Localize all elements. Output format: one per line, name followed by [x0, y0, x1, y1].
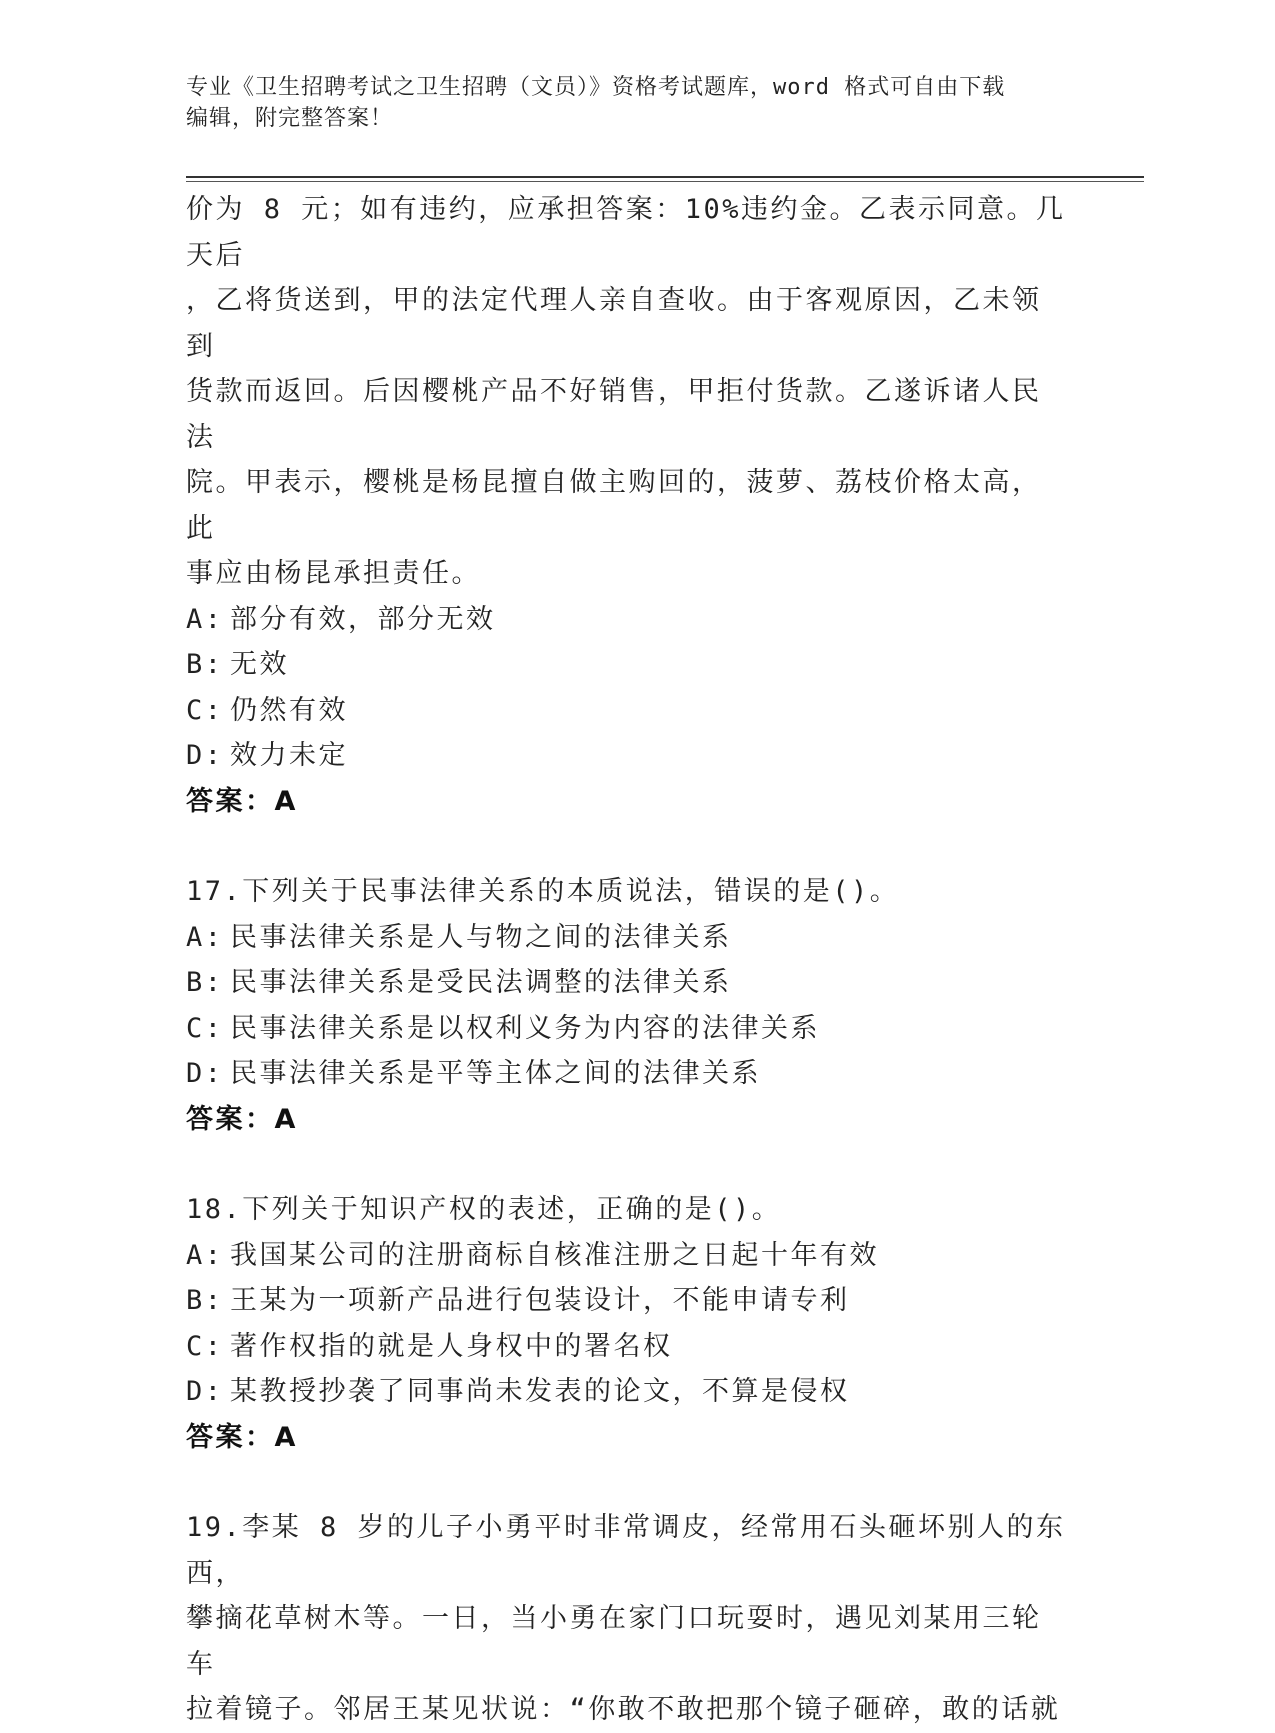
- option-a: [186, 1233, 1066, 1279]
- question-16: [186, 187, 1066, 824]
- option-text: 民事法律关系是以权利义务为内容的法律关系: [230, 1012, 820, 1044]
- option-text: 仍然有效: [230, 694, 348, 726]
- question-16-stem-line: 事应由杨昆承担责任。: [186, 558, 481, 589]
- option-letter: D:: [186, 740, 224, 771]
- option-letter: A:: [186, 1239, 224, 1271]
- question-17: [186, 869, 1066, 1142]
- option-c: [186, 1324, 1066, 1370]
- option-text: 无效: [230, 649, 289, 680]
- question-18-stem: 18.下列关于知识产权的表述，正确的是()。: [186, 1194, 782, 1225]
- option-d: [186, 1369, 1066, 1415]
- answer-line: 答案：A: [186, 785, 298, 817]
- option-letter: A:: [186, 603, 224, 635]
- option-letter: C:: [186, 694, 224, 726]
- option-c: [186, 1006, 1066, 1052]
- question-19: [186, 1505, 1066, 1733]
- question-16-stem-line: 院。甲表示，樱桃是杨昆擅自做主购回的，菠萝、荔枝价格太高，此: [186, 467, 1042, 544]
- option-text: 王某为一项新产品进行包装设计，不能申请专利: [230, 1285, 850, 1316]
- header-line-1: 专业《卫生招聘考试之卫生招聘（文员）》资格考试题库，word 格式可自由下载: [186, 75, 1006, 100]
- question-19-stem-line: 攀摘花草树木等。一日，当小勇在家门口玩耍时，遇见刘某用三轮车: [186, 1603, 1042, 1680]
- option-letter: D:: [186, 1058, 224, 1089]
- question-19-stem-line: 19.李某 8 岁的儿子小勇平时非常调皮，经常用石头砸坏别人的东西，: [186, 1512, 1066, 1589]
- option-text: 我国某公司的注册商标自核准注册之日起十年有效: [230, 1239, 879, 1271]
- option-d: [186, 1051, 1066, 1097]
- header-divider-thin: [186, 181, 1144, 182]
- option-d: [186, 733, 1066, 779]
- option-b: [186, 1278, 1066, 1324]
- document-header: [186, 72, 1086, 134]
- option-c: [186, 688, 1066, 734]
- option-b: [186, 960, 1066, 1006]
- option-text: 民事法律关系是人与物之间的法律关系: [230, 921, 732, 953]
- answer-line: 答案：A: [186, 1421, 298, 1453]
- option-letter: B:: [186, 1285, 224, 1316]
- question-16-stem-line: ，乙将货送到，甲的法定代理人亲自查收。由于客观原因，乙未领到: [186, 285, 1042, 362]
- option-letter: B:: [186, 967, 224, 998]
- question-16-stem-line: 价为 8 元；如有违约，应承担答案：10%违约金。乙表示同意。几天后: [186, 194, 1066, 271]
- header-line-2: 编辑，附完整答案！: [186, 106, 394, 131]
- question-17-stem: 17.下列关于民事法律关系的本质说法，错误的是()。: [186, 876, 900, 907]
- answer-line: 答案：A: [186, 1103, 298, 1135]
- question-19-stem-line: 拉着镜子。邻居王某见状说：“你敢不敢把那个镜子砸碎，敢的话就: [186, 1694, 1061, 1725]
- option-text: 效力未定: [230, 740, 348, 771]
- option-letter: A:: [186, 921, 224, 953]
- option-b: [186, 642, 1066, 688]
- option-text: 某教授抄袭了同事尚未发表的论文，不算是侵权: [230, 1376, 850, 1407]
- option-letter: C:: [186, 1012, 224, 1044]
- question-16-stem-line: 货款而返回。后因樱桃产品不好销售，甲拒付货款。乙遂诉诸人民法: [186, 376, 1042, 453]
- option-text: 著作权指的就是人身权中的署名权: [230, 1330, 673, 1362]
- option-letter: B:: [186, 649, 224, 680]
- document-body: [186, 187, 1066, 1733]
- option-a: [186, 597, 1066, 643]
- header-divider-thick: [186, 176, 1144, 178]
- option-letter: C:: [186, 1330, 224, 1362]
- option-a: [186, 915, 1066, 961]
- option-text: 部分有效，部分无效: [230, 603, 496, 635]
- option-text: 民事法律关系是受民法调整的法律关系: [230, 967, 732, 998]
- option-text: 民事法律关系是平等主体之间的法律关系: [230, 1058, 761, 1089]
- option-letter: D:: [186, 1376, 224, 1407]
- question-18: [186, 1187, 1066, 1460]
